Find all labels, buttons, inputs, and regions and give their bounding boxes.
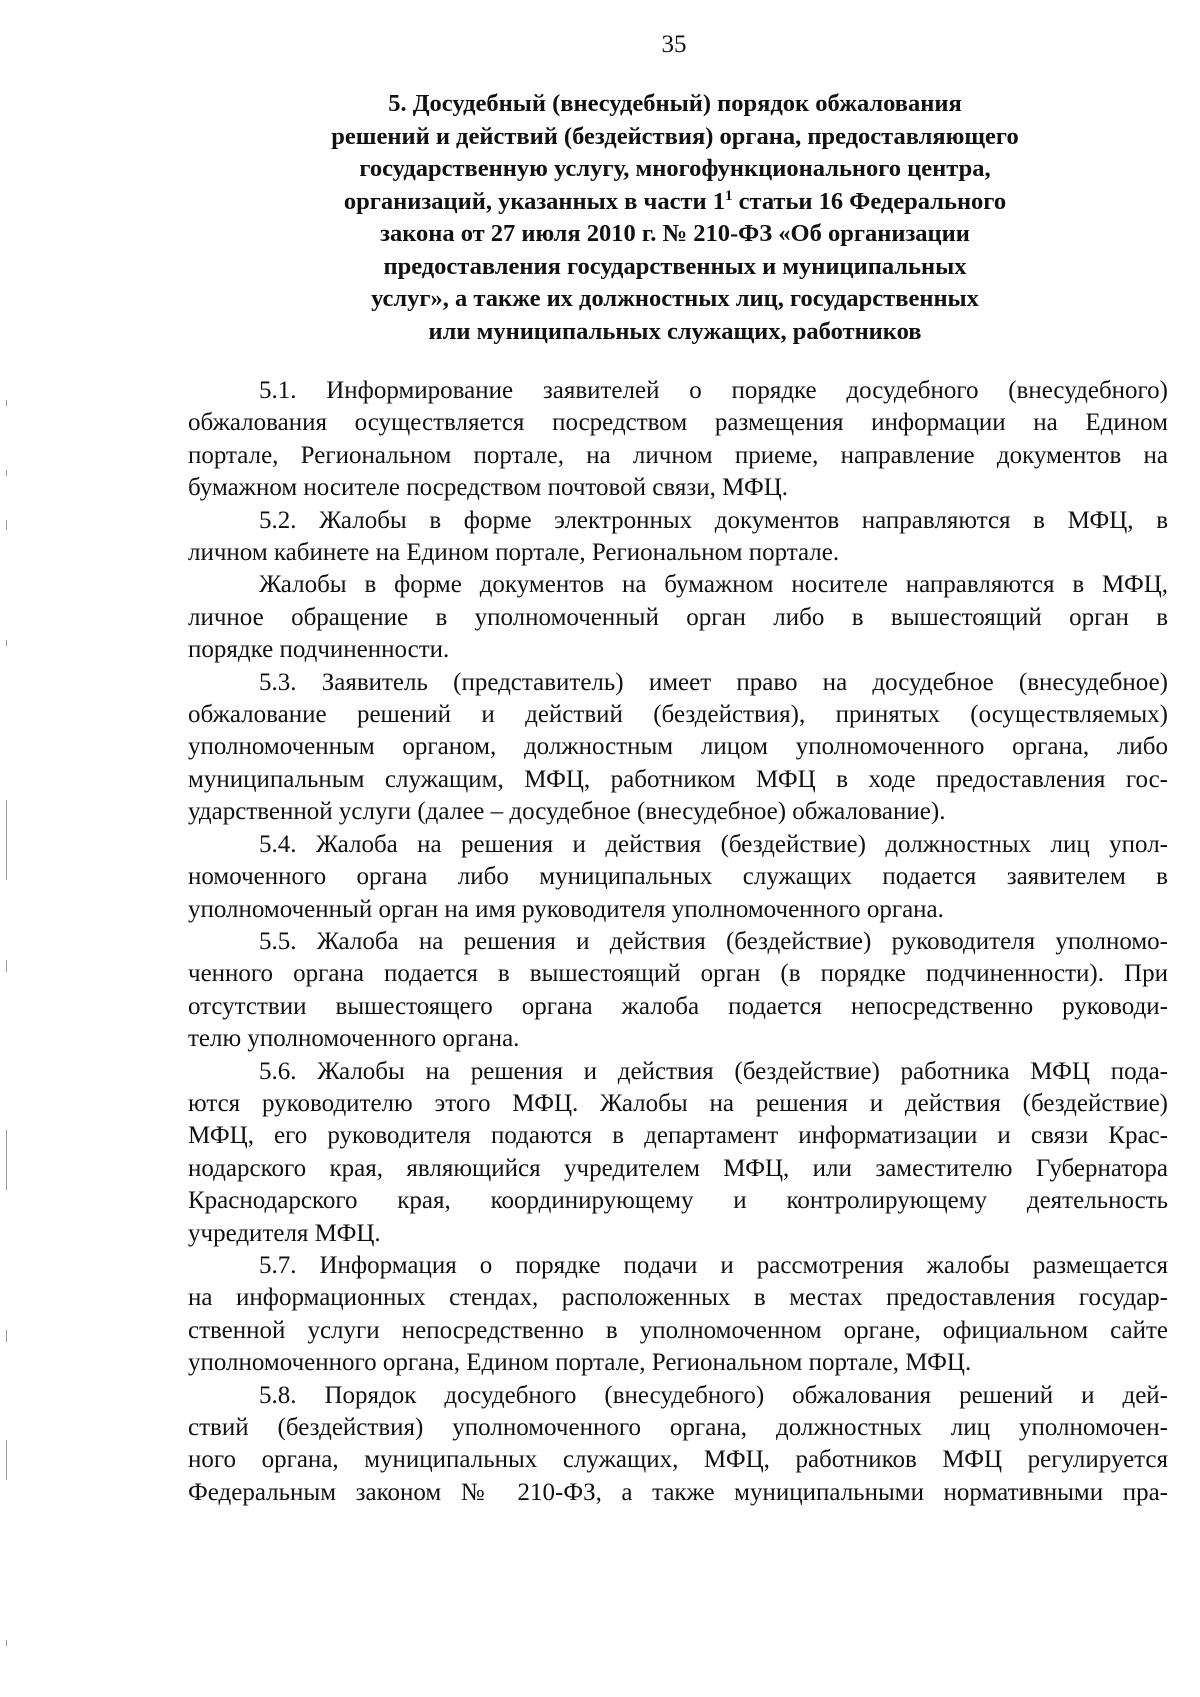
paragraph-line: Краснодарского края, координирующему и контролирующему деятельность [188,1187,1168,1215]
paragraph-line: телю уполномоченного органа. [188,1025,520,1053]
heading-line: предоставления государственных и муниципальных [383,252,967,280]
paragraph-line: ствий (бездействия) уполномоченного органа, должностных лиц уполномочен- [188,1414,1168,1441]
paragraph-line: портале, Региональном портале, на личном приеме, направление документов на [188,441,1168,469]
paragraph-line: ственной услуги непосредственно в уполномоченном органе, официальном сайте [188,1316,1168,1344]
paragraph [188,1380,1168,1510]
paragraph-line: обжалование решений и действий (бездействия), принятых (осуществляемых) [188,701,1168,729]
paragraph [188,829,1168,926]
scan-margin-marks [0,0,20,1697]
paragraph-line: 5.2. Жалобы в форме электронных документов направляются в МФЦ, в [259,506,1168,534]
paragraph-line: уполномоченным органом, должностным лицом уполномоченного органа, либо [188,733,1168,761]
paragraph-line: ются руководителю этого МФЦ. Жалобы на решения и действия (бездействие) [188,1089,1168,1117]
paragraph [188,1056,1168,1250]
section-heading [250,88,1100,348]
heading-line: услуг», а также их должностных лиц, государственных [371,285,979,312]
heading-line: государственную услугу, многофункционального центра, [359,155,991,182]
paragraph-line: Федеральным законом № 210-ФЗ, а также муниципальными нормативными пра- [188,1478,1168,1506]
paragraph-line: 5.3. Заявитель (представитель) имеет право на досудебное (внесудебное) [259,668,1168,696]
paragraph-line: отсутствии вышестоящего органа жалоба подается непосредственно руководи- [188,992,1168,1020]
heading-line: или муниципальных служащих, работников [428,317,922,345]
heading-line [250,186,1100,219]
paragraph [188,667,1168,829]
paragraph-line: 5.6. Жалобы на решения и действия (бездействие) работника МФЦ пода- [259,1057,1168,1085]
paragraph-line: 5.1. Информирование заявителей о порядке досудебного (внесудебного) [259,377,1168,404]
page-number: 35 [661,31,687,58]
paragraph-line: на информационных стендах, расположенных в местах предоставления государ- [188,1284,1168,1312]
paragraph [188,375,1168,505]
paragraph-line: уполномоченного органа, Едином портале, Региональном портале, МФЦ. [188,1349,972,1377]
paragraph [188,505,1168,570]
paragraph [188,926,1168,1056]
heading-line: закона от 27 июля 2010 г. № 210-ФЗ «Об организации [380,220,970,247]
heading-line: 5. Досудебный (внесудебный) порядок обжалования [388,90,962,117]
paragraph-line: личное обращение в уполномоченный орган либо в вышестоящий орган в [188,603,1168,631]
paragraph [188,1250,1168,1380]
paragraph-line: нодарского края, являющийся учредителем МФЦ, или заместителю Губернатора [188,1154,1168,1182]
paragraph-line: уполномоченный орган на имя руководителя уполномоченного органа. [188,895,944,923]
paragraph-line: номоченного органа либо муниципальных служащих подается заявителем в [188,863,1168,891]
heading-line-text: статьи 16 Федерального [732,187,1007,215]
paragraph-line: 5.5. Жалоба на решения и действия (бездействие) руководителя уполномо- [259,927,1168,955]
paragraph-line: 5.7. Информация о порядке подачи и рассмотрения жалобы размещается [259,1251,1168,1279]
paragraph-line: 5.8. Порядок досудебного (внесудебного) обжалования решений и дей- [259,1381,1168,1409]
heading-line-text: организаций, указанных в части 1 [343,187,725,215]
paragraph-line: личном кабинете на Едином портале, Региональном портале. [188,539,840,567]
paragraph-line: ченного органа подается в вышестоящий орган (в порядке подчиненности). При [188,960,1168,988]
paragraph-line: порядке подчиненности. [188,636,450,664]
paragraph-line: МФЦ, его руководителя подаются в департамент информатизации и связи Крас- [188,1122,1168,1150]
paragraph-line: бумажном носителе посредством почтовой связи, МФЦ. [188,474,789,502]
paragraph-line: учредителя МФЦ. [188,1219,381,1247]
document-body [188,375,1168,1509]
paragraph-line: 5.4. Жалоба на решения и действия (бездействие) должностных лиц упол- [259,830,1168,858]
paragraph-line: муниципальным служащим, МФЦ, работником МФЦ в ходе предоставления гос- [188,765,1168,793]
paragraph-line: Жалобы в форме документов на бумажном носителе направляются в МФЦ, [259,571,1168,599]
paragraph-line: ного органа, муниципальных служащих, МФЦ, работников МФЦ регулируется [188,1446,1168,1474]
paragraph-line: обжалования осуществляется посредством размещения информации на Едином [188,409,1168,437]
heading-line: решений и действий (бездействия) органа, предоставляющего [331,122,1019,150]
paragraph [188,569,1168,666]
paragraph-line: ударственной услуги (далее – досудебное (внесудебное) обжалование). [188,798,946,826]
heading-superscript: 1 [724,187,733,204]
